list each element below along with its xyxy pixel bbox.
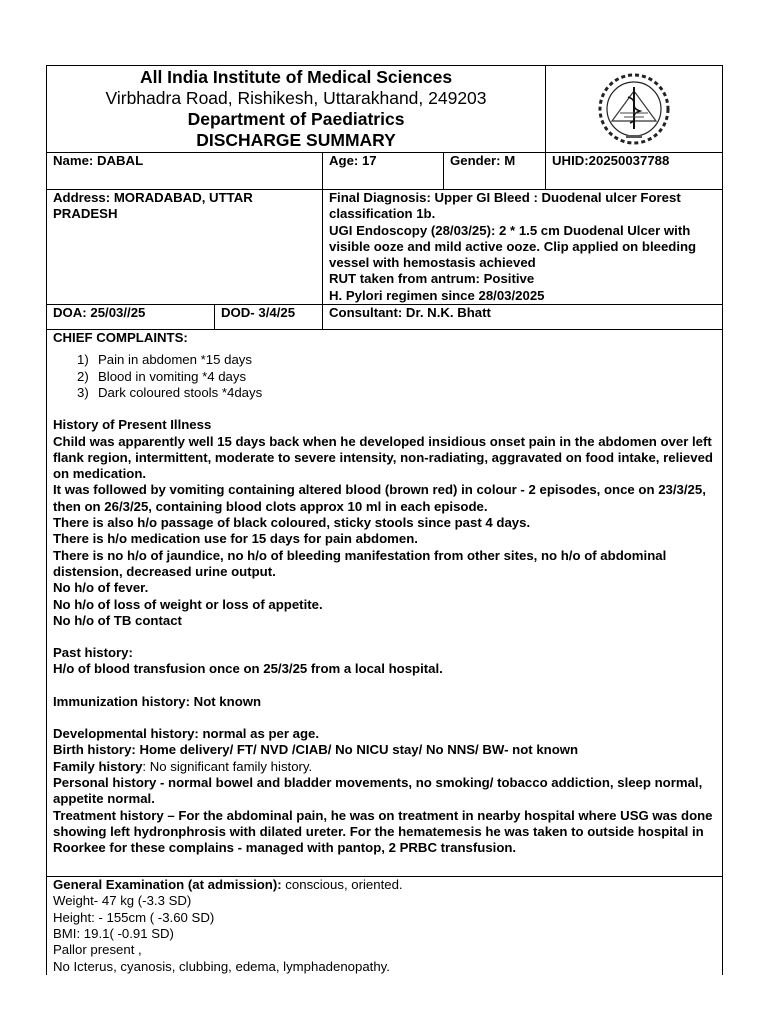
developmental-history: Developmental history: normal as per age. bbox=[53, 726, 320, 742]
hpi-paragraph: It was followed by vomiting containing altered blood (brown red) in colour - 2 episodes, once on 23/3/25, then on 26/3/25, containing blood clots approx 10 ml in each episode. bbox=[53, 482, 706, 514]
birth-history: Birth history: Home delivery/ FT/ NVD /CIAB/ No NICU stay/ No NNS/ BW- not known bbox=[53, 742, 579, 758]
list-item: 1) Pain in abdomen *15 days bbox=[77, 352, 252, 368]
exam-summary: General Examination (at admission): conscious, oriented. bbox=[53, 877, 403, 893]
date-of-discharge: DOD- 3/4/25 bbox=[215, 305, 323, 330]
hpi-paragraph: There is h/o medication use for 15 days for pain abdomen. bbox=[53, 531, 418, 547]
patient-age: Age: 17 bbox=[323, 153, 444, 190]
final-diagnosis bbox=[323, 190, 723, 305]
history-section bbox=[47, 330, 723, 877]
chief-complaints-heading: CHIEF COMPLAINTS: bbox=[53, 330, 188, 346]
hpi-paragraph: No h/o of loss of weight or loss of appetite. bbox=[53, 596, 323, 612]
document-title: DISCHARGE SUMMARY bbox=[196, 130, 396, 150]
hpylori-line: H. Pylori regimen since 28/03/2025 bbox=[329, 287, 545, 303]
immunization-history: Immunization history: Not known bbox=[53, 693, 262, 709]
endoscopy-line: UGI Endoscopy (28/03/25): 2 * 1.5 cm Duodenal Ulcer with visible ooze and mild active ooze. Clip applied on bleeding vessel with hemostasis achieved bbox=[329, 222, 697, 271]
list-item: 3) Dark coloured stools *4days bbox=[77, 384, 263, 400]
exam-pallor: Pallor present , bbox=[53, 942, 142, 958]
rut-line: RUT taken from antrum: Positive bbox=[329, 271, 535, 287]
institute-address: Virbhadra Road, Rishikesh, Uttarakhand, 249203 bbox=[105, 88, 487, 108]
past-history-text: H/o of blood transfusion once on 25/3/25 from a local hospital. bbox=[53, 661, 443, 677]
diagnosis-line: Final Diagnosis: Upper GI Bleed : Duodenal ulcer Forest classification 1b. bbox=[329, 190, 681, 222]
consultant: Consultant: Dr. N.K. Bhatt bbox=[323, 305, 723, 330]
patient-address: Address: MORADABAD, UTTAR PRADESH bbox=[47, 190, 323, 305]
exam-negatives: No Icterus, cyanosis, clubbing, edema, lymphadenopathy. bbox=[53, 958, 390, 974]
aiims-logo-icon bbox=[596, 71, 672, 147]
exam-weight: Weight- 47 kg (-3.3 SD) bbox=[53, 893, 192, 909]
discharge-summary-page bbox=[46, 65, 722, 1005]
hpi-paragraph: Child was apparently well 15 days back when he developed insidious onset pain in the abdomen over left flank region, intermittent, moderate to severe intensity, non-radiating, aggravated on food intake, relieved on medication. bbox=[53, 433, 713, 482]
department-name: Department of Paediatrics bbox=[187, 109, 405, 129]
hpi-paragraph: There is no h/o of jaundice, no h/o of bleeding manifestation from other sites, no h/o of abdominal distension, decreased urine output. bbox=[53, 547, 667, 579]
logo-cell bbox=[546, 66, 723, 153]
patient-name: Name: DABAL bbox=[47, 153, 323, 190]
past-history-heading: Past history: bbox=[53, 645, 133, 661]
treatment-history: Treatment history – For the abdominal pain, he was on treatment in nearby hospital where USG was done showing left hydronphrosis with dilated ureter. For the hematemesis he was taken to outside hospital in Roorkee for these complains - managed with pantop, 2 PRBC transfusion. bbox=[53, 807, 713, 856]
exam-bmi: BMI: 19.1( -0.91 SD) bbox=[53, 925, 174, 941]
header-block bbox=[47, 66, 546, 153]
hpi-heading: History of Present Illness bbox=[53, 417, 212, 433]
exam-height: Height: - 155cm ( -3.60 SD) bbox=[53, 909, 215, 925]
hpi-paragraph: No h/o of fever. bbox=[53, 580, 149, 596]
list-item: 2) Blood in vomiting *4 days bbox=[77, 368, 247, 384]
family-history: Family history: No significant family history. bbox=[53, 758, 313, 774]
institute-name: All India Institute of Medical Sciences bbox=[139, 67, 453, 87]
patient-uhid: UHID:20250037788 bbox=[546, 153, 723, 190]
general-examination bbox=[47, 877, 723, 975]
date-of-admission: DOA: 25/03//25 bbox=[47, 305, 215, 330]
personal-history: Personal history - normal bowel and bladder movements, no smoking/ tobacco addiction, sleep normal, appetite normal. bbox=[53, 774, 703, 807]
discharge-summary-table bbox=[46, 65, 723, 975]
complaints-list bbox=[53, 352, 716, 401]
hpi-paragraph: No h/o of TB contact bbox=[53, 612, 182, 628]
patient-gender: Gender: M bbox=[444, 153, 546, 190]
hpi-paragraph: There is also h/o passage of black coloured, sticky stools since past 4 days. bbox=[53, 515, 531, 531]
